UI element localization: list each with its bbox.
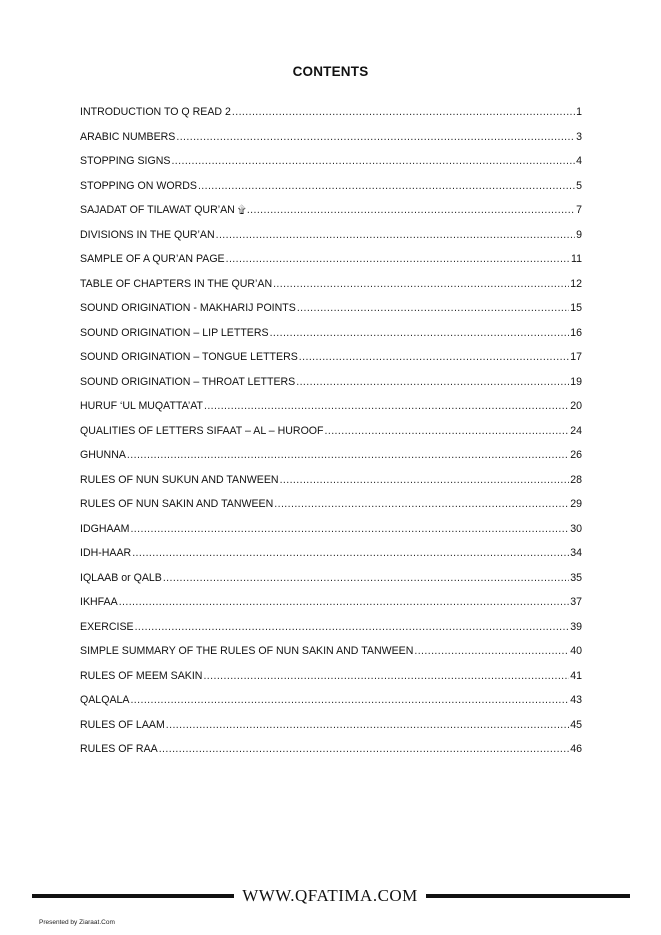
- toc-entry-page-number: 30: [570, 522, 582, 535]
- toc-entry-page-number: 16: [570, 326, 582, 339]
- toc-entry-page-number: 28: [570, 473, 582, 486]
- toc-dot-leader: [414, 645, 569, 657]
- toc-entry[interactable]: [80, 474, 582, 499]
- toc-entry-title: DIVISIONS IN THE QUR’AN: [80, 228, 215, 241]
- toc-entry[interactable]: [80, 670, 582, 695]
- toc-entry-page-number: 40: [570, 645, 582, 657]
- toc-dot-leader: [299, 351, 569, 363]
- toc-dot-leader: [119, 596, 570, 608]
- toc-dot-leader: [247, 204, 575, 216]
- toc-entry-page-number: 34: [570, 547, 582, 559]
- toc-entry[interactable]: [80, 449, 582, 474]
- table-of-contents: [80, 106, 582, 768]
- toc-entry-title: STOPPING SIGNS: [80, 155, 171, 167]
- toc-entry[interactable]: [80, 645, 582, 670]
- presented-by-credit: Presented by Ziaraat.Com: [39, 919, 115, 926]
- toc-entry-page-number: 3: [576, 130, 582, 143]
- toc-dot-leader: [297, 302, 569, 314]
- toc-entry[interactable]: [80, 253, 582, 278]
- toc-dot-leader: [127, 449, 569, 461]
- toc-entry-page-number: 43: [570, 694, 582, 706]
- toc-dot-leader: [166, 719, 569, 731]
- toc-entry-page-number: 17: [570, 351, 582, 363]
- toc-dot-leader: [273, 278, 569, 290]
- toc-entry[interactable]: [80, 694, 582, 719]
- toc-entry-page-number: 20: [570, 400, 582, 412]
- toc-entry[interactable]: [80, 229, 582, 254]
- footer-rule-right: [426, 894, 630, 898]
- toc-entry-title: RULES OF MEEM SAKIN: [80, 669, 203, 682]
- toc-dot-leader: [216, 229, 575, 241]
- toc-dot-leader: [176, 131, 575, 143]
- toc-entry-page-number: 15: [570, 302, 582, 314]
- toc-entry-title: QUALITIES OF LETTERS SIFAAT – AL – HUROOF: [80, 424, 324, 437]
- toc-dot-leader: [130, 523, 569, 535]
- toc-entry-page-number: 1: [576, 106, 582, 118]
- toc-dot-leader: [204, 400, 569, 412]
- footer-website[interactable]: WWW.QFATIMA.COM: [242, 886, 418, 905]
- toc-entry-title: SOUND ORIGINATION – LIP LETTERS: [80, 326, 269, 339]
- toc-entry[interactable]: [80, 131, 582, 156]
- toc-entry[interactable]: [80, 621, 582, 646]
- toc-entry[interactable]: [80, 572, 582, 597]
- toc-entry[interactable]: [80, 743, 582, 768]
- toc-entry-title: SOUND ORIGINATION - MAKHARIJ POINTS: [80, 302, 296, 314]
- toc-dot-leader: [130, 694, 569, 706]
- toc-dot-leader: [163, 572, 569, 584]
- toc-entry-page-number: 46: [570, 743, 582, 755]
- toc-entry-page-number: 41: [570, 669, 582, 682]
- toc-dot-leader: [280, 474, 570, 486]
- toc-entry-title: IQLAAB or QALB: [80, 571, 162, 584]
- toc-entry-title: TABLE OF CHAPTERS IN THE QUR’AN: [80, 277, 273, 290]
- toc-entry-title: SAJADAT OF TILAWAT QUR’AN ۩: [80, 204, 246, 216]
- toc-entry[interactable]: [80, 498, 582, 523]
- toc-entry-page-number: 19: [570, 375, 582, 388]
- toc-entry-page-number: 12: [570, 277, 582, 290]
- toc-entry[interactable]: [80, 278, 582, 303]
- toc-dot-leader: [171, 155, 575, 167]
- toc-entry[interactable]: [80, 351, 582, 376]
- toc-entry-page-number: 45: [570, 718, 582, 731]
- toc-entry[interactable]: [80, 155, 582, 180]
- toc-entry-page-number: 4: [576, 155, 582, 167]
- toc-entry-title: IDH-HAAR: [80, 547, 132, 559]
- toc-entry[interactable]: [80, 204, 582, 229]
- toc-dot-leader: [274, 498, 569, 510]
- toc-entry-title: RULES OF RAA: [80, 743, 158, 755]
- toc-dot-leader: [159, 743, 569, 755]
- toc-entry-title: RULES OF NUN SUKUN AND TANWEEN: [80, 473, 279, 486]
- toc-dot-leader: [325, 425, 570, 437]
- toc-entry-title: QALQALA: [80, 694, 130, 706]
- toc-entry[interactable]: [80, 547, 582, 572]
- toc-entry[interactable]: [80, 400, 582, 425]
- toc-entry-page-number: 26: [570, 449, 582, 461]
- toc-entry-page-number: 7: [576, 204, 582, 216]
- toc-dot-leader: [135, 621, 570, 633]
- toc-dot-leader: [296, 376, 569, 388]
- toc-entry-title: HURUF ‘UL MUQATTA’AT: [80, 400, 203, 412]
- toc-dot-leader: [232, 106, 575, 118]
- toc-entry-page-number: 24: [570, 424, 582, 437]
- toc-entry-title: IKHFAA: [80, 596, 118, 608]
- toc-entry[interactable]: [80, 376, 582, 401]
- toc-dot-leader: [226, 253, 570, 265]
- toc-entry[interactable]: [80, 596, 582, 621]
- toc-dot-leader: [198, 180, 575, 192]
- toc-entry-title: ARABIC NUMBERS: [80, 130, 176, 143]
- toc-entry[interactable]: [80, 302, 582, 327]
- toc-entry-title: SOUND ORIGINATION – THROAT LETTERS: [80, 375, 296, 388]
- toc-entry-page-number: 35: [570, 571, 582, 584]
- toc-entry-title: SAMPLE OF A QUR’AN PAGE: [80, 253, 225, 265]
- footer-rule-left: [32, 894, 234, 898]
- toc-entry-page-number: 9: [576, 228, 582, 241]
- toc-entry-title: GHUNNA: [80, 449, 126, 461]
- toc-entry-page-number: 11: [571, 253, 582, 265]
- toc-entry-page-number: 29: [570, 498, 582, 510]
- toc-dot-leader: [203, 670, 569, 682]
- page-title: CONTENTS: [292, 64, 369, 79]
- toc-entry[interactable]: [80, 523, 582, 548]
- toc-entry-title: SIMPLE SUMMARY OF THE RULES OF NUN SAKIN AND TANWEEN: [80, 645, 414, 657]
- toc-entry-title: SOUND ORIGINATION – TONGUE LETTERS: [80, 351, 298, 363]
- toc-entry-title: IDGHAAM: [80, 522, 130, 535]
- footer-banner: [32, 886, 630, 906]
- toc-entry[interactable]: [80, 425, 582, 450]
- toc-dot-leader: [270, 327, 570, 339]
- toc-entry-title: RULES OF LAAM: [80, 718, 165, 731]
- toc-entry-title: INTRODUCTION TO Q READ 2: [80, 106, 231, 118]
- toc-entry[interactable]: [80, 327, 582, 352]
- toc-entry[interactable]: [80, 180, 582, 205]
- toc-dot-leader: [132, 547, 569, 559]
- toc-entry-page-number: 5: [576, 179, 582, 192]
- toc-entry-title: STOPPING ON WORDS: [80, 179, 197, 192]
- toc-entry-title: RULES OF NUN SAKIN AND TANWEEN: [80, 498, 274, 510]
- toc-entry-page-number: 39: [570, 620, 582, 633]
- toc-entry[interactable]: [80, 719, 582, 744]
- toc-entry-page-number: 37: [570, 596, 582, 608]
- toc-entry-title: EXERCISE: [80, 620, 134, 633]
- toc-entry[interactable]: [80, 106, 582, 131]
